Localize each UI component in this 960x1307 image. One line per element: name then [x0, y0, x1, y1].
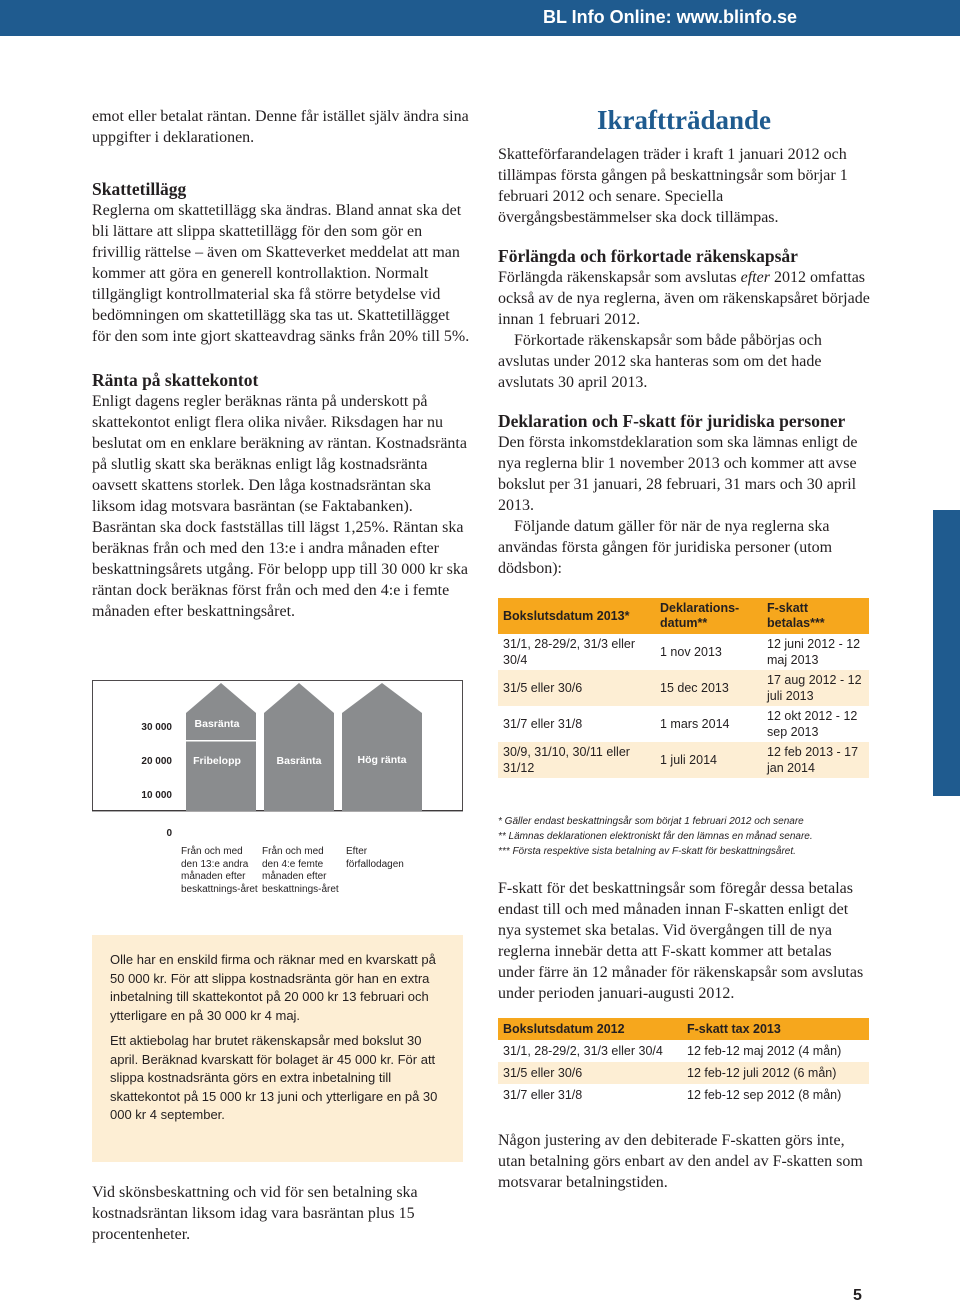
t1-cell: 12 juni 2012 - 12 maj 2013	[767, 637, 861, 667]
t1-header-deklaration: Deklarations-datum**	[655, 598, 762, 634]
ranta-text: Enligt dagens regler beräknas ränta på underskott på skattekontot enligt flera olika nivåer. Riksdagen har nu beslutat om en enklare beräkning av räntan. Kostnadsränta på slutlig skatt ska beräknas enligt låg kostnadsränta oavsett skattens storlek. Den låga kostnadsräntan ska liksom idag motsvara basräntan (se Faktabanken). Basräntan ska dock fastställas till lägst 1,25%. Räntan ska beräknas från och med den 13:e i andra månaden efter beskattningsårets utgång. För belopp upp till 30 000 kr ska räntan dock beräknas först från och med den 4:e i femte månaden efter beskattningsåret.	[92, 393, 468, 620]
t1-cell: 1 nov 2013	[660, 645, 722, 659]
heading-deklaration: Deklaration och F-skatt för juridiska personer	[498, 411, 846, 431]
x-label-3: Efter förfallodagen	[346, 846, 404, 870]
forlangda-text-1-a: Förlängda räkenskapsår som avslutas	[498, 269, 741, 286]
t1-cell: 1 mars 2014	[660, 717, 730, 731]
arrow-2-label-basranta: Basränta	[276, 755, 322, 767]
closing-left	[92, 1182, 470, 1245]
table-row	[498, 1062, 869, 1084]
forlangda-text-2: Förkortade räkenskapsår som både påbörjas och avslutas under 2012 ska hanteras som om det hade avslutats 30 april 2013.	[498, 332, 822, 391]
ikrafttradande-text: Skatteförfarandelagen träder i kraft 1 januari 2012 och tillämpas första gången på beskattningsår som börjar 1 februari 2012 och senare. Speciella övergångsbestämmelser ska dock tillämpas.	[498, 146, 848, 226]
deklaration-text-1: Den första inkomstdeklaration som ska lämnas enligt de nya reglerna blir 1 november 2013 och kommer att avse bokslut per 31 januari, 28 februari, 31 mars och 30 april 2013.	[498, 434, 858, 514]
t2-header-fskatt: F-skatt tax 2013	[682, 1018, 869, 1040]
arrow-3-label-hog-ranta: Hög ränta	[357, 754, 407, 766]
table-row	[498, 634, 869, 670]
x-label-2: Från och med den 4:e femte månaden efter beskattnings-året	[262, 846, 339, 895]
table-row	[498, 670, 869, 706]
table-footnotes	[498, 814, 870, 859]
table-row	[498, 1040, 869, 1062]
t2-header-bokslut: Bokslutsdatum 2012	[498, 1018, 682, 1040]
t1-cell: 1 juli 2014	[655, 742, 762, 778]
t1-cell: 12 feb 2013 - 17 jan 2014	[762, 742, 869, 778]
t2-cell: 31/7 eller 31/8	[503, 1088, 583, 1102]
heading-forlangda: Förlängda och förkortade räkenskapsår	[498, 246, 798, 266]
x-label-1: Från och med den 13:e andra månaden efter beskattnings-året	[181, 846, 258, 895]
arrow-1	[186, 683, 256, 811]
y-tick-10000: 10 000	[141, 790, 172, 801]
example-olle: Olle har en enskild firma och räknar med en kvarskatt på 50 000 kr. För att slippa kostnadsränta gör han en extra inbetalning till skattekontot på 20 000 kr 13 februari och ytterligare en på 30 000 kr 4 maj.	[110, 952, 436, 1023]
t1-cell: 31/7 eller 31/8	[503, 717, 583, 731]
skattetillagg-text: Reglerna om skattetillägg ska ändras. Bland annat ska det bli lättare att slippa skattetillägg för den som gör en frivillig rättelse – även om Skatteverket meddelat att man kommer att göra en generell kontrollaktion. Normalt tillgängligt kontrollmaterial ska få större betydelse vid bedömningen om skattetillägg ska tas ut. Skattetillägget för den som inte gjort skatteavdrag sänks från 20% till 5%.	[92, 202, 470, 345]
t1-cell: 31/5 eller 30/6	[498, 670, 655, 706]
table-header-row	[498, 598, 869, 634]
t2-cell: 31/5 eller 30/6	[498, 1062, 682, 1084]
arrow-1-label-basranta: Basränta	[194, 718, 240, 730]
closing-left-text: Vid skönsbeskattning och vid för sen betalning ska kostnadsräntan liksom idag vara basräntan plus 15 procentenheter.	[92, 1184, 418, 1243]
right-column	[498, 104, 870, 579]
t1-cell: 15 dec 2013	[655, 670, 762, 706]
arrow-2	[264, 683, 334, 811]
forlangda-text-1-em: efter	[740, 269, 770, 286]
page-number: 5	[853, 1287, 862, 1304]
heading-skattetillagg: Skattetillägg	[92, 179, 187, 199]
table-header-row	[498, 1018, 869, 1040]
closing-right	[498, 1130, 868, 1193]
forlangda-text-1	[498, 267, 870, 330]
arrow-1-divider	[186, 740, 256, 742]
t2-cell: 12 feb-12 maj 2012 (4 mån)	[687, 1044, 842, 1058]
table-row	[498, 706, 869, 742]
y-tick-30000: 30 000	[141, 722, 172, 733]
t2-cell: 12 feb-12 sep 2012 (8 mån)	[687, 1088, 842, 1102]
table-fskatt-tax	[498, 1018, 869, 1106]
y-tick-20000: 20 000	[141, 756, 172, 767]
left-column	[92, 106, 470, 622]
table-row	[498, 742, 869, 778]
footnote-2: ** Lämnas deklarationen elektroniskt får den lämnas en månad senare.	[498, 831, 813, 842]
t2-cell: 31/1, 28-29/2, 31/3 eller 30/4	[503, 1044, 663, 1058]
fskatt-text: F-skatt för det beskattningsår som föregår dessa betalas endast till och med månaden innan F-skatten enligt det nya systemet ska betalas. Vid övergången till de nya reglerna innebär detta att F-skatt kommer att betalas under färre än 12 månader för räkenskapsår som avslutas under perioden januari-augusti 2012.	[498, 880, 864, 1002]
t1-cell: 31/1, 28-29/2, 31/3 eller 30/4	[503, 637, 636, 667]
intro-text: emot eller betalat räntan. Denne får istället själv ändra sina uppgifter i deklarationen.	[92, 108, 469, 146]
example-aktiebolag: Ett aktiebolag har brutet räkenskapsår med bokslut 30 april. Beräknad kvarskatt för bolaget är 45 000 kr. För att slippa kostnadsränta görs en extra inbetalning till skattekontot på 15 000 kr 13 juni och ytterligare en på 30 000 kr 4 september.	[110, 1033, 438, 1122]
interest-chart	[92, 680, 463, 912]
title-ikrafttradande: Ikraftträdande	[597, 105, 771, 135]
arrow-1-label-fribelopp: Fribelopp	[193, 755, 241, 767]
y-tick-0: 0	[166, 828, 172, 839]
t1-header-bokslut: Bokslutsdatum 2013*	[498, 598, 655, 634]
footnote-1: * Gäller endast beskattningsår som börjat 1 februari 2012 och senare	[498, 816, 804, 827]
t1-cell: 17 aug 2012 - 12 juli 2013	[762, 670, 869, 706]
arrow-3	[342, 683, 422, 811]
t1-header-fskatt: F-skatt betalas***	[762, 598, 869, 634]
heading-ranta: Ränta på skattekontot	[92, 370, 259, 390]
example-box	[92, 935, 463, 1162]
side-tab	[933, 510, 960, 796]
header-title[interactable]: BL Info Online: www.blinfo.se	[543, 7, 797, 27]
footnote-3: *** Första respektive sista betalning av F-skatt för beskattningsåret.	[498, 846, 796, 857]
forlangda-text-1-b: 2012 omfattas också av de nya reglerna, även om räkenskapsåret började innan 1 februari 2012.	[498, 269, 870, 328]
closing-right-text: Någon justering av den debiterade F-skatten görs inte, utan betalning görs enbart av den andel av F-skatten som motsvarar betalningstiden.	[498, 1132, 863, 1191]
deklaration-text-2: Följande datum gäller för när de nya reglerna ska användas första gången för juridiska personer (utom dödsbon):	[498, 518, 833, 577]
t1-cell: 30/9, 31/10, 30/11 eller 31/12	[498, 742, 655, 778]
table-row	[498, 1084, 869, 1106]
t2-cell: 12 feb-12 juli 2012 (6 mån)	[682, 1062, 869, 1084]
header-bar	[0, 0, 960, 36]
fskatt-section	[498, 878, 868, 1004]
table-deklarationsdatum	[498, 598, 869, 778]
t1-cell: 12 okt 2012 - 12 sep 2013	[767, 709, 858, 739]
